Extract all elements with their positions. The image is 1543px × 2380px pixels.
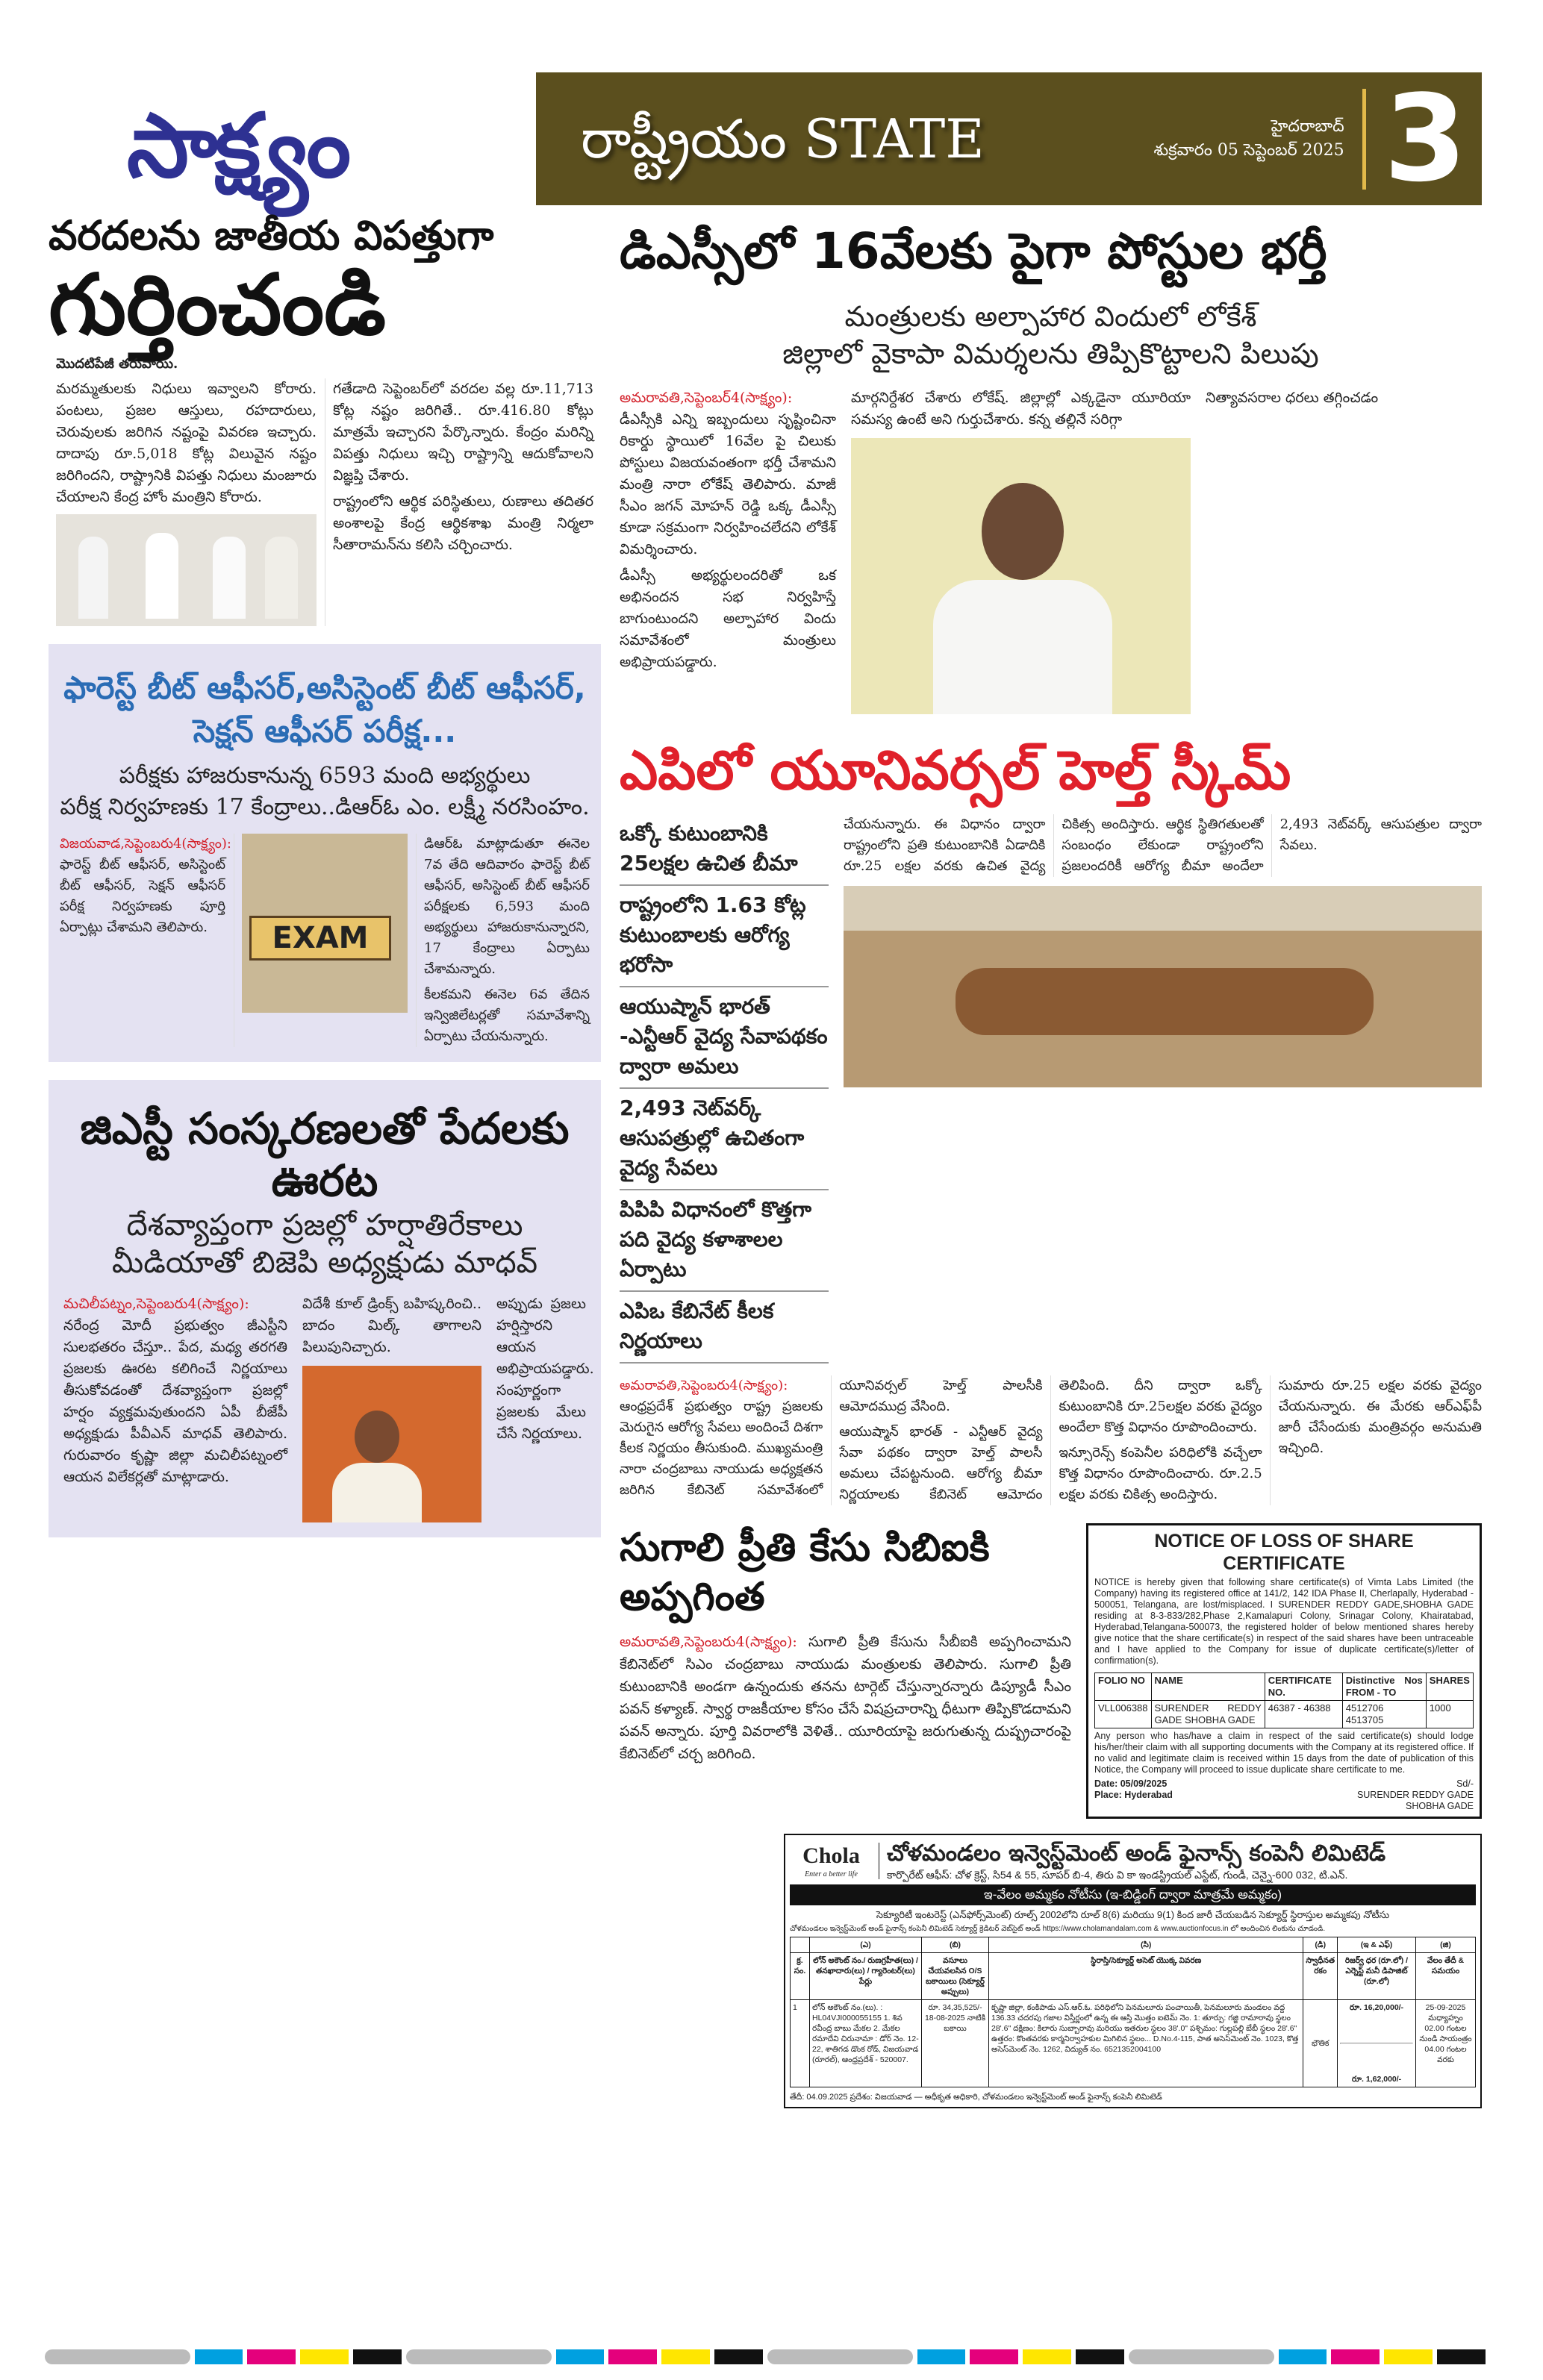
paragraph: విదేశీ కూల్ డ్రింక్స్ బహిష్కరించి.. బాదం మిల్క్ తాగాలని పిలుపునిచ్చారు.: [302, 1296, 481, 1355]
sno-cell: 1: [791, 2000, 810, 2087]
photo-lokesh: [851, 438, 1191, 714]
health-headline: ఎపిలో యూనివర్సల్ హెల్త్ స్కీమ్: [620, 739, 1291, 802]
photo-cabinet-meeting: [844, 886, 1482, 1087]
health-body: [620, 1375, 1482, 1505]
auction-footer: తేదీ: 04.09.2025 ప్రదేశం: విజయవాడ — అధీకృత అధికారి, చోళమండలం ఇన్వెస్ట్‌మెంట్ అండ్ ఫైనాన్స్ కంపెనీ లిమిటెడ్: [790, 2093, 1162, 2102]
edition-date: శుక్రవారం 05 సెప్టెంబర్ 2025: [1153, 141, 1344, 160]
paragraph: నరేంద్ర మోదీ ప్రభుత్వం జీఎస్టీని సులభతరం చేస్తూ.. పేద, మధ్య తరగతి ప్రజలకు ఊరట కలిగించే నిర్ణయాలు తీసుకోవడంతో దేశవ్యాప్తంగా ప్రజల్లో హర్షం వ్యక్తమవుతుందని ఏపీ బీజేపీ అధ్యక్షుడు పీవీఎన్ మాధవ్ తెలిపారు. గురువారం కృష్ణా జిల్లా మచిలీపట్నంలో ఆయన విలేకర్లతో మాట్లాడారు.: [63, 1317, 287, 1485]
reserve-price: రూ. 16,20,000/-: [1349, 2003, 1404, 2012]
folio-cell: VLL006388: [1095, 1701, 1152, 1728]
auction-table: [790, 1937, 1476, 2087]
highlight-item: ఎపిఒ కేబినేట్ కీలక నిర్ణయాలు: [620, 1292, 829, 1364]
col-letter: (ఎ): [810, 1937, 922, 1953]
col-header: Distinctive Nos FROM - TO: [1342, 1673, 1426, 1701]
highlight-item: ఒక్కో కుటుంబానికి 25లక్షల ఉచిత బీమా: [620, 814, 829, 886]
right-column: [620, 220, 1482, 2108]
paragraph: సుమారు రూ.25 లక్షల వరకు వైద్యం చేయనున్నారు. ఈ మేరకు ఆర్‌ఎఫ్‌పీ జారీ చేసేందుకు మంత్రివర్గం అనుమతి ఇచ్చింది.: [1278, 1378, 1482, 1456]
forest-body: [60, 834, 590, 1047]
dsc-column-4: [1206, 387, 1482, 413]
gst-headline: జిఎస్టీ సంస్కరణలతో పేదలకు ఊరట: [80, 1103, 570, 1206]
edition-city: హైదరాబాద్: [1271, 117, 1344, 136]
auction-intro: చోళమండలం ఇన్వెస్ట్‌మెంట్ అండ్ ఫైనాన్స్ కంపెనీ లిమిటెడ్ సెక్యూర్డ్ క్రెడిటర్ వెబ్‌సైట్ అండ్ https://www.cholamandalam.com & www.auctionfocus.in లో అందించిన లింకును చూడండి.: [790, 1925, 1326, 1933]
dsc-columns: [620, 387, 1482, 714]
forest-exam-box: [49, 644, 601, 1062]
dateline: విజయవాడ,సెప్టెంబరు4(సాక్ష్యం):: [60, 836, 231, 852]
notice-title: NOTICE OF LOSS OF SHARE CERTIFICATE: [1154, 1531, 1414, 1574]
flood-kicker: వరదలను జాతీయ విపత్తుగా: [49, 212, 494, 259]
dues-cell: రూ. 34,35,525/- 18-08-2025 నాటికి బకాయి: [922, 2000, 989, 2087]
highlight-item: 2,493 నెట్‌వర్క్ ఆసుపత్రుల్లో ఉచితంగా వైద్య సేవలు: [620, 1089, 829, 1190]
chola-tagline: Enter a better life: [805, 1870, 858, 1878]
signature-mark: Sd/-: [1456, 1778, 1474, 1789]
reserve-cell: [1338, 2000, 1416, 2087]
col-header: NAME: [1151, 1673, 1265, 1701]
health-intro: చేయనున్నారు. ఈ విధానం ద్వారా రాష్ట్రంలోని ప్రతి కుటుంబానికి ఏడాదికి రూ.25 లక్షల వరకు ఉచిత వైద్య చికిత్స అందిస్తారు. ఆర్థిక స్థితిగతులతో సంబంధం లేకుండా రాష్ట్రంలోని ప్రజలందరికీ ఆరోగ్య బీమా అందేలా 2,493 నెట్‌వర్క్ ఆసుపత్రుల ద్వారా సేవలు.: [844, 816, 1482, 874]
paragraph: మార్గనిర్దేశర చేశారు లోకేష్. జిల్లాల్లో ఎక్కడైనా యూరియా సమస్య ఉంటే అని గుర్తుచేశారు. కన్న తల్లినే సరిగ్గా: [851, 390, 1191, 428]
loan-cell: లోన్ అకౌంట్ నం.(లు). : HL04VJI000055155 1. శివ రవీంద్ర బాబు మేకల 2. మేకల రమాదేవి చిరునామా : డోర్ నెం. 12-22, శాతిగడ డొంక రోడ్, విజయవాడ (రూరల్), ఆంధ్రప్రదేశ్ - 520007.: [810, 2000, 922, 2087]
flood-headline: గుర్తించండి: [49, 257, 387, 354]
section-title: రాష్ట్రీయం STATE: [581, 107, 985, 170]
page-number: 3: [1383, 69, 1467, 208]
col-header: వేలం తేదీ & సమయం: [1416, 1953, 1476, 2000]
col-letter: (బి): [922, 1937, 989, 1953]
dsc-column-2: [851, 387, 1191, 714]
possession-cell: భౌతిక: [1303, 2000, 1338, 2087]
paragraph: అప్పుడు ప్రజలు హర్షిస్తారని ఆయన అభిప్రాయపడ్డారు. సంపూర్ణంగా ప్రజలకు మేలు చేసే నిర్ణయాలు.: [496, 1296, 594, 1442]
notice-body: NOTICE is hereby given that following share certificate(s) of Vimta Labs Limited (the Company) having its registered office at 141/2, 142 IDA Phase II, Cherlapally, Hyderabad - 500051, Telangana, are lost/misplaced. I SURENDER REDDY GADE,SHOBHA GADE residing at 8-3-833/282,Phase 2,Kamalapuri Colony, Srinagar Colony, Khairatabad, Hyderabad,Telangana-500073, the registered holder of below mentioned shares hereby give notice that the share certificate(s) in respect of the said shares have been untraceable and I have applied to the Company for issue of duplicate certificate(s)/letter of confirmation(s).: [1094, 1577, 1474, 1666]
shares-cell: 1000: [1426, 1701, 1473, 1728]
table-row: [791, 2000, 1476, 2087]
photo-meeting: [56, 514, 317, 626]
paragraph: ఆయుష్మాన్ భారత్ - ఎన్టీఆర్ వైద్య సేవా పథకం ద్వారా హెల్త్ పాలసీ అమలు చేపట్టనుంది. ఆరోగ్య బీమా నిర్ణయాలకు కేబినెట్ ఆమోదం తెలిపింది. దీని ద్వారా ఒక్కో కుటుంబానికి రూ.25లక్షల వరకు వైద్యం అందేలా కొత్త విధానం రూపొందించారు.: [839, 1378, 1262, 1502]
sugali-body: [620, 1631, 1071, 1765]
left-column: [49, 213, 601, 1537]
flood-article-body: [49, 378, 601, 626]
auction-banner: ఇ-వేలం అమ్మకం నోటీసు (ఇ-బిడ్డింగ్ ద్వారా మాత్రమే అమ్మకం): [790, 1884, 1476, 1905]
dateline: అమరావతి,సెప్టెంబరు4(సాక్ష్యం):: [620, 1378, 788, 1393]
paragraph: గతేడాది సెప్టెంబర్‌లో వరదల వల్ల రూ.11,713 కోట్ల నష్టం జరిగితే.. రూ.416.80 కోట్లు మాత్రమే ఇచ్చారని పేర్కొన్నారు. కేంద్రం మరిన్ని విపత్తు నిధులు ఇచ్చి రాష్ట్రాన్ని ఆదుకోవాలని విజ్ఞప్తి చేశారు.: [333, 381, 593, 484]
share-certificate-notice: [1086, 1523, 1482, 1819]
gst-column-3: [496, 1293, 594, 1449]
signatory: SURENDER REDDY GADE: [1356, 1790, 1474, 1800]
notice-place: Place: Hyderabad: [1094, 1790, 1173, 1800]
table-row: [1095, 1701, 1474, 1728]
auction-subtitle: సెక్యూరిటీ ఇంటరెస్ట్ (ఎన్‌ఫోర్స్‌మెంట్) రూల్స్ 2002లోని రూల్ 8(6) మరియు 9(1) కింద జారీ చేయబడిన సెక్యూర్డ్ స్థిరాస్తుల అమ్మకపు నోటీసు: [876, 1909, 1390, 1920]
continued-label: మొదటిపేజీ తరువాయి.: [56, 356, 178, 372]
col-header: CERTIFICATE NO.: [1265, 1673, 1342, 1701]
edition-meta: [1003, 115, 1344, 163]
gst-box: [49, 1080, 601, 1537]
sugali-notice-row: [620, 1523, 1482, 1819]
gst-subhead: మీడియాతో బిజెపి అధ్యక్షుడు మాధవ్: [111, 1246, 538, 1280]
dsc-headline: డిఎస్సీలో 16వేలకు పైగా పోస్టుల భర్తీ: [620, 222, 1327, 280]
paragraph: ఇన్సూరెన్స్ కంపెనీల పరిధిలోకి వచ్చేలా కొత్త విధానం రూపొందించారు. రూ.2.5 లక్షల వరకు చికిత్స అందిస్తారు.: [1059, 1445, 1262, 1502]
forest-subhead: పరీక్ష నిర్వహణకు 17 కేంద్రాలు..డిఆర్‌ఓ ఎం. లక్ష్మీ నరసింహం.: [60, 794, 590, 820]
distinctive-cell: [1342, 1701, 1426, 1728]
health-top: [620, 814, 1482, 1364]
share-table: [1094, 1672, 1474, 1728]
sugali-article: [620, 1523, 1071, 1765]
col-header: స్వాధీనత రకం: [1303, 1953, 1338, 2000]
gst-column-1: [63, 1293, 287, 1493]
name-cell: SURENDER REDDY GADE SHOBHA GADE: [1151, 1701, 1265, 1728]
col-header: వసూలు చేయవలసిన O/S బకాయిలు (సెక్యూర్డ్ అప్పులు): [922, 1953, 989, 2000]
divider: [1362, 89, 1366, 190]
chola-logo: Chola: [802, 1843, 860, 1868]
col-header: లోన్ అకౌంట్ నం./ రుణగ్రహీత(లు) / తనఖాదారు(లు) / గ్యారెంటర్(లు) పేర్లు: [810, 1953, 922, 2000]
certificate-cell: 46387 - 46388: [1265, 1701, 1342, 1728]
dsc-column-1: [620, 387, 836, 678]
col-letter: (సి): [989, 1937, 1303, 1953]
emd-amount: రూ. 1,62,000/-: [1351, 2075, 1402, 2084]
col-header: SHARES: [1426, 1673, 1473, 1701]
sugali-headline: సుగాలి ప్రీతి కేసు సిబిఐకి అప్పగింత: [620, 1525, 990, 1620]
col-header: రిజర్వ్ ధర (రూ.లో) / ఎర్నెస్ట్ మనీ డిపాజిట్ (రూ.లో): [1338, 1953, 1416, 2000]
health-right: [844, 814, 1482, 1087]
dateline: మచిలీపట్నం,సెప్టెంబరు4(సాక్ష్యం):: [63, 1296, 249, 1312]
forest-subhead: పరీక్షకు హాజరుకానున్న 6593 మంది అభ్యర్థులు: [119, 763, 531, 789]
gst-subhead: దేశవ్యాప్తంగా ప్రజల్లో హర్షాతిరేకాలు: [126, 1208, 523, 1243]
dsc-subhead: మంత్రులకు అల్పాహార విందులో లోకేశ్: [844, 300, 1257, 333]
col-header: FOLIO NO: [1095, 1673, 1152, 1701]
col-header: స్థిరాస్తి/సెక్యూర్డ్ అసెట్ యొక్క వివరణ: [989, 1953, 1303, 2000]
paragraph: డీఎస్సీ అభ్యర్థులందరితో ఒక అభినందన సభ నిర్వహిస్తే బాగుంటుందని అల్పాహార విందు సమావేశంలో మంత్రులు అభిప్రాయపడ్డారు.: [620, 567, 836, 670]
section-banner: [536, 69, 1482, 208]
highlight-item: పిపిపి విధానంలో కొత్తగా పది వైద్య కళాశాలల ఏర్పాటు: [620, 1190, 829, 1292]
col-letter: (జి): [1416, 1937, 1476, 1953]
property-cell: కృష్ణా జిల్లా, కంకిపాడు ఎస్.ఆర్.ఓ. పరిధిలోని పెనమలూరు పంచాయితీ, పెనమలూరు మండలం వద్ద 136.33 చదరపు గజాల విస్తీర్ణంలో ఉన్న ఈ ఆస్తి మొత్తం ఐటెమ్ నెం. 1: తూర్పు: గజ్జి రామారావు స్థలం 28'.6" దక్షిణం: కిలారు సుబ్బారావు మరియు ఇతరుల స్థలం 38'.0" పశ్చిమం: గుల్లపల్లి బేబీ స్థలం 28'.6" ఉత్తరం: కొంతవరకు కార్మనిర్వాహకుల మిగిలిన స్థలం... D.No.4-115, పాత అసెస్‌మెంట్ నెం. 1023, కొత్త అసెస్‌మెంట్ నెం. 1262, విద్యుత్ నం. 6521352004100: [989, 2000, 1303, 2087]
paragraph: డీఎస్సీకి ఎన్ని ఇబ్బందులు సృష్టించినా రికార్డు స్థాయిలో 16వేల పై చిలుకు పోస్టులు విజయవంతంగా భర్తీ చేశామని మంత్రి నారా లోకేష్ తెలిపారు. మాజీ సీఎం జగన్ మోహన్ రెడ్డి ఒక్క డీఎస్సీ కూడా సక్రమంగా నిర్వహించలేదని లోకేశ్ విమర్శించారు.: [620, 411, 836, 557]
paragraph: ఫారెస్ట్ బీట్ ఆఫీసర్, అసిస్టెంట్ బీట్ ఆఫీసర్, సెక్షన్ ఆఫీసర్ పరీక్ష నిర్వహణకు పూర్తి ఏర్పాట్లు చేశామని తెలిపారు.: [60, 857, 225, 935]
newspaper-logo: సాక్ష్యం: [127, 94, 349, 197]
health-highlights: [620, 814, 829, 1364]
chola-auction-notice: [784, 1834, 1482, 2108]
dateline: అమరావతి,సెప్టెంబర్4(సాక్ష్యం):: [620, 390, 793, 406]
dsc-subhead: జిల్లాలో వైకాపా విమర్శలను తిప్పికొట్టాలని పిలుపు: [782, 337, 1319, 370]
col-header: క్ర. సం.: [791, 1953, 810, 2000]
paragraph: ఆంధ్రప్రదేశ్ ప్రభుత్వం రాష్ట్ర ప్రజలకు మెరుగైన ఆరోగ్య సేవలు అందించే దిశగా కీలక నిర్ణయం తీసుకుంది. ముఖ్యమంత్రి నారా చంద్రబాబు నాయుడు అధ్యక్షతన జరిగిన కేబినెట్ సమావేశంలో యూనివర్సల్ హెల్త్ పాలసీకి ఆమోదముద్ర వేసింది.: [620, 1378, 1043, 1498]
notice-footer: Any person who has/have a claim in respect of the said certificate(s) should lodge his/her/their claim with all supporting documents with the Company at its registered office. If no valid and legitimate claim is received within 15 days from the date of publication of this Notice, the Company will proceed to issue duplicate share certificate to me.: [1094, 1731, 1474, 1775]
paragraph: నిత్యావసరాల ధరలు తగ్గించడం: [1206, 390, 1379, 406]
auction-date-cell: 25-09-2025 మధ్యాహ్నం 02.00 గంటల నుండి సాయంత్రం 04.00 గంటల వరకు: [1416, 2000, 1476, 2087]
paragraph: సుగాలి ప్రీతి కేసును సీబీఐకి అప్పగించామని కేబినెట్‌లో సిఎం చంద్రబాబు నాయుడు మంత్రులకు తెలిపారు. సుగాలి ప్రీతి కుటుంబానికి అండగా ఉన్నందుకు తనను టార్గెట్ చేస్తున్నారన్నారు డిప్యూడీ సీఎం పవన్ కళ్యాణ్. స్వార్థ రాజకీయాల కోసం చేసే విషప్రచారాన్ని ధీటుగా తిప్పికొడదామని పవన్ అన్నారు. పూర్తి వివరాలోకి వెళితే.. యూరియాపై జరుగుతున్న దుష్ప్రచారంపై కేబినెట్‌లో చర్చ జరిగింది.: [620, 1634, 1071, 1762]
col-letter: (డి): [1303, 1937, 1338, 1953]
col-letter: (ఇ & ఎఫ్): [1338, 1937, 1416, 1953]
highlight-item: రాష్ట్రంలోని 1.63 కోట్ల కుటుంబాలకు ఆరోగ్య భరోసా: [620, 886, 829, 987]
gst-columns: [63, 1293, 594, 1522]
gst-column-2: [302, 1293, 481, 1522]
chola-address: కార్పొరేట్ ఆఫీస్: చోళ క్రెస్ట్, సి54 & 55, సూపర్ బి-4, తిరు వి కా ఇండస్ట్రియల్ ఎస్టేట్, గుండీ, చెన్నై-600 032, టి.ఎన్.: [887, 1869, 1348, 1881]
chola-title: చోళమండలం ఇన్వెస్ట్‌మెంట్ అండ్ ఫైనాన్స్ కంపెనీ లిమిటెడ్: [887, 1840, 1386, 1867]
photo-exam: [242, 834, 408, 1013]
col-letter: [791, 1937, 810, 1953]
signatory: SHOBHA GADE: [1406, 1801, 1474, 1811]
highlight-item: ఆయుష్మాన్ భారత్ -ఎన్టీఆర్ వైద్య సేవాపథకం ద్వారా అమలు: [620, 987, 829, 1089]
paragraph: మరమ్మతులకు నిధులు ఇవ్వాలని కోరారు. పంటలు, ప్రజల ఆస్తులు, రహదారులు, చెరువులకు జరిగిన నష్టంపై వివరణ ఇచ్చారు. దాదాపు రూ.5,018 కోట్ల విలువైన నష్టం జరిగిందని, రాష్ట్రానికి విపత్తు నిధులు మంజూరు చేయాలని కేంద్ర హోం మంత్రిని కోరారు.: [56, 381, 317, 505]
paragraph: డిఆర్‌ఓ మాట్లాడుతూ ఈనెల 7వ తేది ఆదివారం ఫారెస్ట్ బీట్ ఆఫీసర్, అసిస్టెంట్ బీట్ ఆఫీసర్ పరీక్షలకు 6,593 మంది అభ్యర్థులు హాజరుకానున్నారని, 17 కేంద్రాలు ఏర్పాటు చేశామన్నారు.: [424, 836, 590, 977]
to-value: 4513705: [1345, 1714, 1384, 1725]
photo-madhav: [302, 1366, 481, 1522]
print-registration-bar: [45, 2349, 1486, 2364]
from-value: 4512706: [1345, 1702, 1384, 1714]
dateline: అమరావతి,సెప్టెంబరు4(సాక్ష్యం):: [620, 1634, 797, 1650]
exam-block-text: EXAM: [249, 916, 391, 961]
forest-headline: ఫారెస్ట్ బీట్ ఆఫీసర్,అసిస్టెంట్ బీట్ ఆఫీసర్, సెక్షన్ ఆఫీసర్ పరీక్ష...: [63, 669, 586, 749]
paragraph: కీలకమని ఈనెల 6వ తేదిన ఇన్విజిలేటర్లతో సమావేశాన్ని ఏర్పాటు చేయనున్నారు.: [424, 987, 590, 1044]
paragraph: రాష్ట్రంలోని ఆర్థిక పరిస్థితులు, రుణాలు తదితర అంశాలపై కేంద్ర ఆర్థికశాఖ మంత్రి నిర్మలా సీతారామన్‌ను కలిసి చర్చించారు.: [333, 493, 593, 553]
notice-date: Date: 05/09/2025: [1094, 1778, 1168, 1789]
